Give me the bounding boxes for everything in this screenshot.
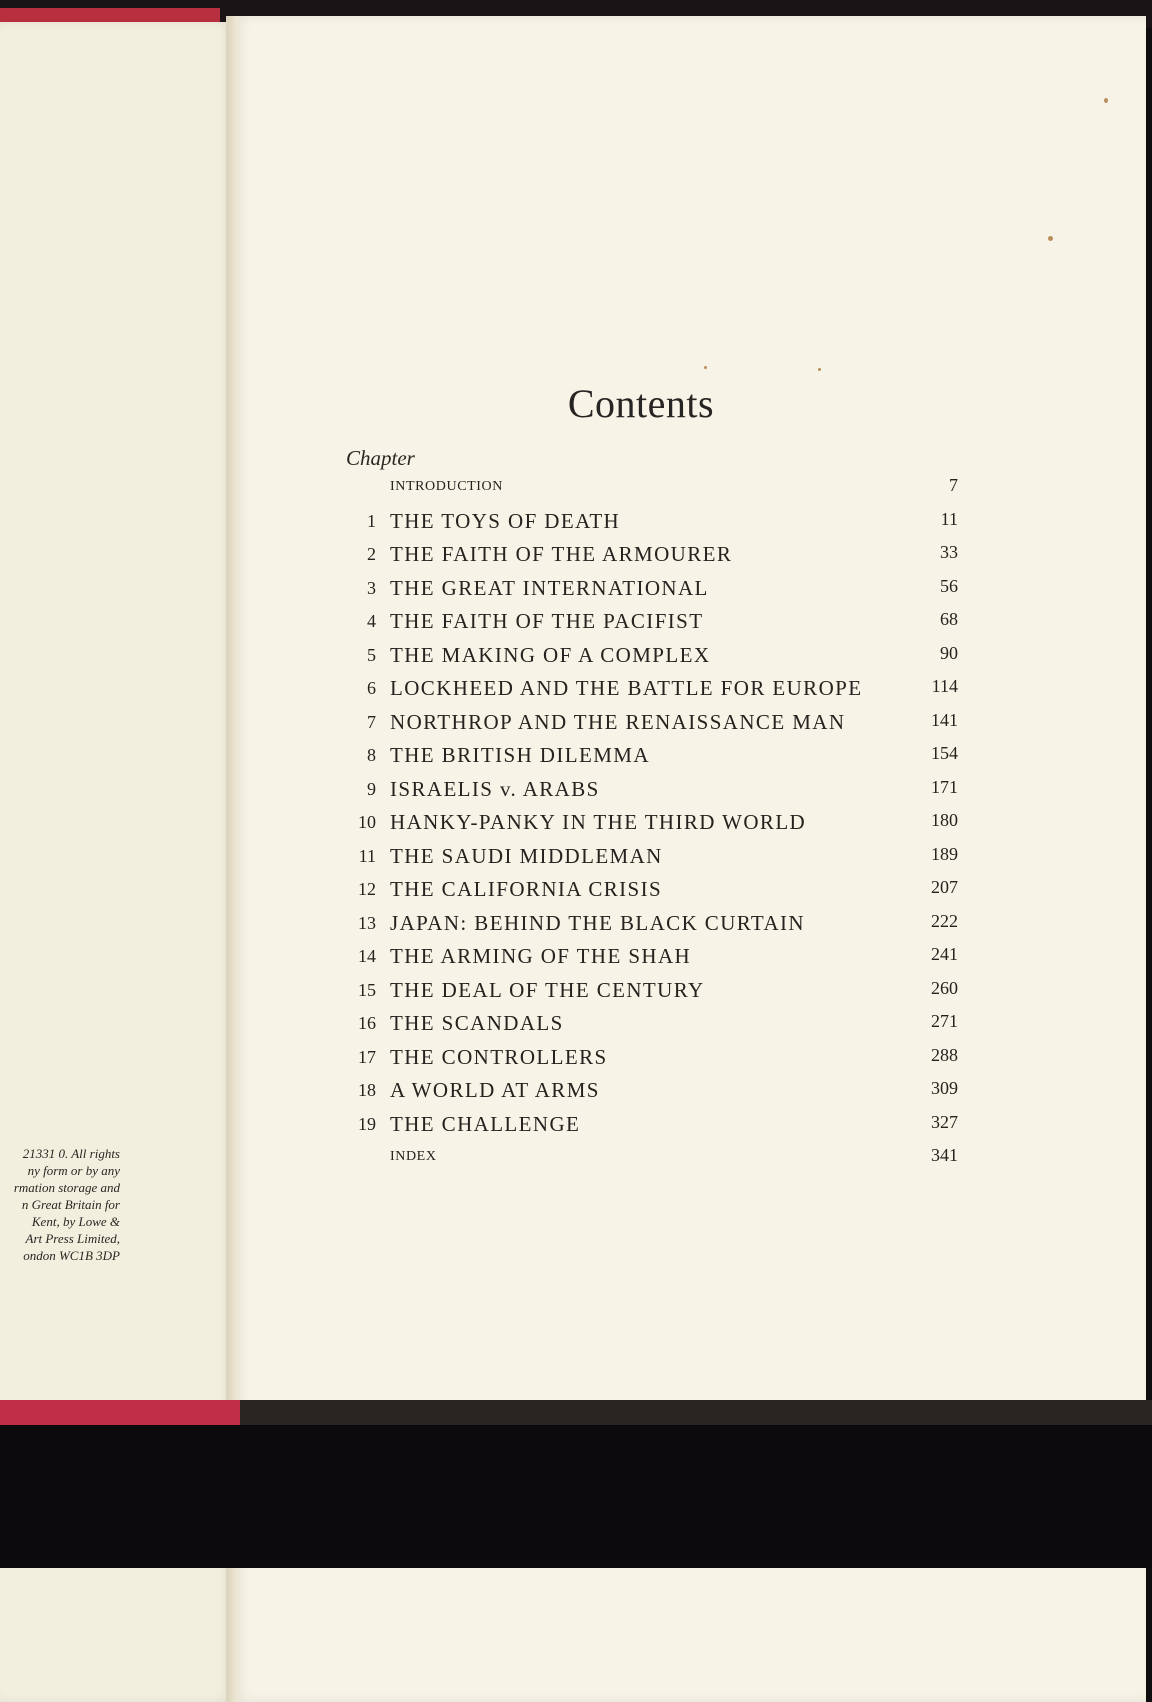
page-number: 68 bbox=[940, 609, 958, 629]
toc-entry bbox=[350, 507, 962, 541]
page-number: 171 bbox=[931, 776, 958, 797]
imprint-line: rmation storage and bbox=[13, 1180, 120, 1195]
page-number: 271 bbox=[931, 1011, 958, 1031]
page-number: 7 bbox=[949, 475, 958, 495]
chapter-title: THE CONTROLLERS bbox=[390, 1044, 608, 1069]
chapter-column-heading: Chapter bbox=[346, 446, 415, 470]
chapter-number: 4 bbox=[367, 611, 376, 631]
toc-entry bbox=[350, 1009, 962, 1043]
chapter-title: THE GREAT INTERNATIONAL bbox=[390, 575, 709, 600]
toc-entry bbox=[350, 1076, 962, 1110]
chapter-number: 11 bbox=[358, 845, 376, 866]
page-number: 341 bbox=[931, 1145, 958, 1165]
chapter-title: HANKY-PANKY IN THE THIRD WORLD bbox=[390, 810, 807, 834]
chapter-title: THE SCANDALS bbox=[390, 1011, 564, 1035]
paper-speck bbox=[1048, 236, 1053, 241]
toc-entry bbox=[350, 741, 962, 775]
page-number: 207 bbox=[931, 877, 958, 897]
chapter-title: THE CHALLENGE bbox=[390, 1111, 581, 1136]
toc-entry bbox=[350, 607, 962, 641]
chapter-number: 7 bbox=[367, 711, 376, 732]
paper-speck bbox=[818, 368, 821, 371]
table-of-contents bbox=[350, 473, 962, 1177]
chapter-title: NORTHROP AND THE RENAISSANCE MAN bbox=[390, 709, 846, 734]
toc-entry bbox=[350, 473, 962, 507]
chapter-number: 3 bbox=[367, 577, 376, 598]
paper-speck bbox=[704, 366, 707, 369]
toc-entry bbox=[350, 875, 962, 909]
page-number: 241 bbox=[931, 944, 958, 964]
chapter-title: INDEX bbox=[390, 1149, 437, 1164]
toc-entry bbox=[350, 1143, 962, 1177]
chapter-title: THE ARMING OF THE SHAH bbox=[390, 944, 692, 968]
page-number: 222 bbox=[931, 910, 958, 931]
imprint-line: n Great Britain for bbox=[21, 1197, 120, 1212]
book-cover-edge-bottom bbox=[0, 1400, 240, 1428]
imprint-text bbox=[0, 1145, 120, 1264]
toc-entry bbox=[350, 674, 962, 708]
chapter-number: 9 bbox=[367, 778, 376, 799]
chapter-title: THE TOYS OF DEATH bbox=[390, 508, 621, 533]
imprint-line: Art Press Limited, bbox=[25, 1231, 120, 1246]
toc-entry bbox=[350, 842, 962, 876]
page-number: 260 bbox=[931, 977, 958, 998]
chapter-title: JAPAN: BEHIND THE BLACK CURTAIN bbox=[390, 910, 805, 935]
chapter-number: 6 bbox=[367, 678, 376, 698]
chapter-title: THE DEAL OF THE CENTURY bbox=[390, 977, 705, 1002]
chapter-title: ISRAELIS v. ARABS bbox=[390, 776, 600, 801]
chapter-title: THE MAKING OF A COMPLEX bbox=[390, 642, 711, 667]
book-cover-bottom bbox=[240, 1400, 1152, 1425]
chapter-number: 15 bbox=[358, 979, 376, 1000]
page-number: 154 bbox=[931, 743, 958, 763]
toc-entry bbox=[350, 775, 962, 809]
chapter-number: 19 bbox=[358, 1113, 376, 1134]
chapter-title: THE BRITISH DILEMMA bbox=[390, 743, 650, 767]
toc-entry bbox=[350, 976, 962, 1010]
chapter-number: 1 bbox=[367, 510, 376, 531]
chapter-title: A WORLD AT ARMS bbox=[390, 1078, 600, 1102]
chapter-title: THE FAITH OF THE PACIFIST bbox=[390, 609, 704, 633]
page-number: 141 bbox=[931, 709, 958, 730]
chapter-title: THE FAITH OF THE ARMOURER bbox=[390, 542, 733, 566]
chapter-title: THE SAUDI MIDDLEMAN bbox=[390, 843, 663, 868]
chapter-number: 5 bbox=[367, 644, 376, 665]
page-number: 114 bbox=[931, 676, 958, 696]
page-number: 189 bbox=[931, 843, 958, 864]
chapter-title: LOCKHEED AND THE BATTLE FOR EUROPE bbox=[390, 676, 863, 700]
page-title: Contents bbox=[567, 381, 715, 426]
paper-speck bbox=[1104, 98, 1108, 103]
toc-entry bbox=[350, 708, 962, 742]
page-number: 33 bbox=[940, 542, 958, 562]
chapter-number: 10 bbox=[358, 812, 376, 832]
chapter-number: 14 bbox=[358, 946, 376, 966]
chapter-title: INTRODUCTION bbox=[390, 479, 503, 494]
page-number: 288 bbox=[931, 1044, 958, 1065]
chapter-number: 12 bbox=[358, 879, 376, 899]
page-number: 180 bbox=[931, 810, 958, 830]
toc-entry bbox=[350, 1043, 962, 1077]
page-number: 327 bbox=[931, 1111, 958, 1132]
page-number: 11 bbox=[940, 508, 958, 529]
page-number: 90 bbox=[940, 642, 958, 663]
imprint-line: ondon WC1B 3DP bbox=[23, 1248, 120, 1263]
chapter-number: 16 bbox=[358, 1013, 376, 1033]
imprint-line: Kent, by Lowe & bbox=[31, 1214, 120, 1229]
chapter-number: 18 bbox=[358, 1080, 376, 1100]
imprint-line: 21331 0. All rights bbox=[22, 1146, 120, 1161]
scan-background-bottom bbox=[0, 1425, 1152, 1568]
chapter-title: THE CALIFORNIA CRISIS bbox=[390, 877, 663, 901]
toc-entry bbox=[350, 574, 962, 608]
chapter-number: 17 bbox=[358, 1046, 376, 1067]
page-number: 56 bbox=[940, 575, 958, 596]
toc-entry bbox=[350, 641, 962, 675]
toc-entry bbox=[350, 1110, 962, 1144]
chapter-number: 2 bbox=[367, 544, 376, 564]
page-number: 309 bbox=[931, 1078, 958, 1098]
imprint-line: ny form or by any bbox=[27, 1163, 120, 1178]
toc-entry bbox=[350, 540, 962, 574]
chapter-number: 8 bbox=[367, 745, 376, 765]
toc-entry bbox=[350, 909, 962, 943]
toc-entry bbox=[350, 808, 962, 842]
chapter-number: 13 bbox=[358, 912, 376, 933]
toc-entry bbox=[350, 942, 962, 976]
